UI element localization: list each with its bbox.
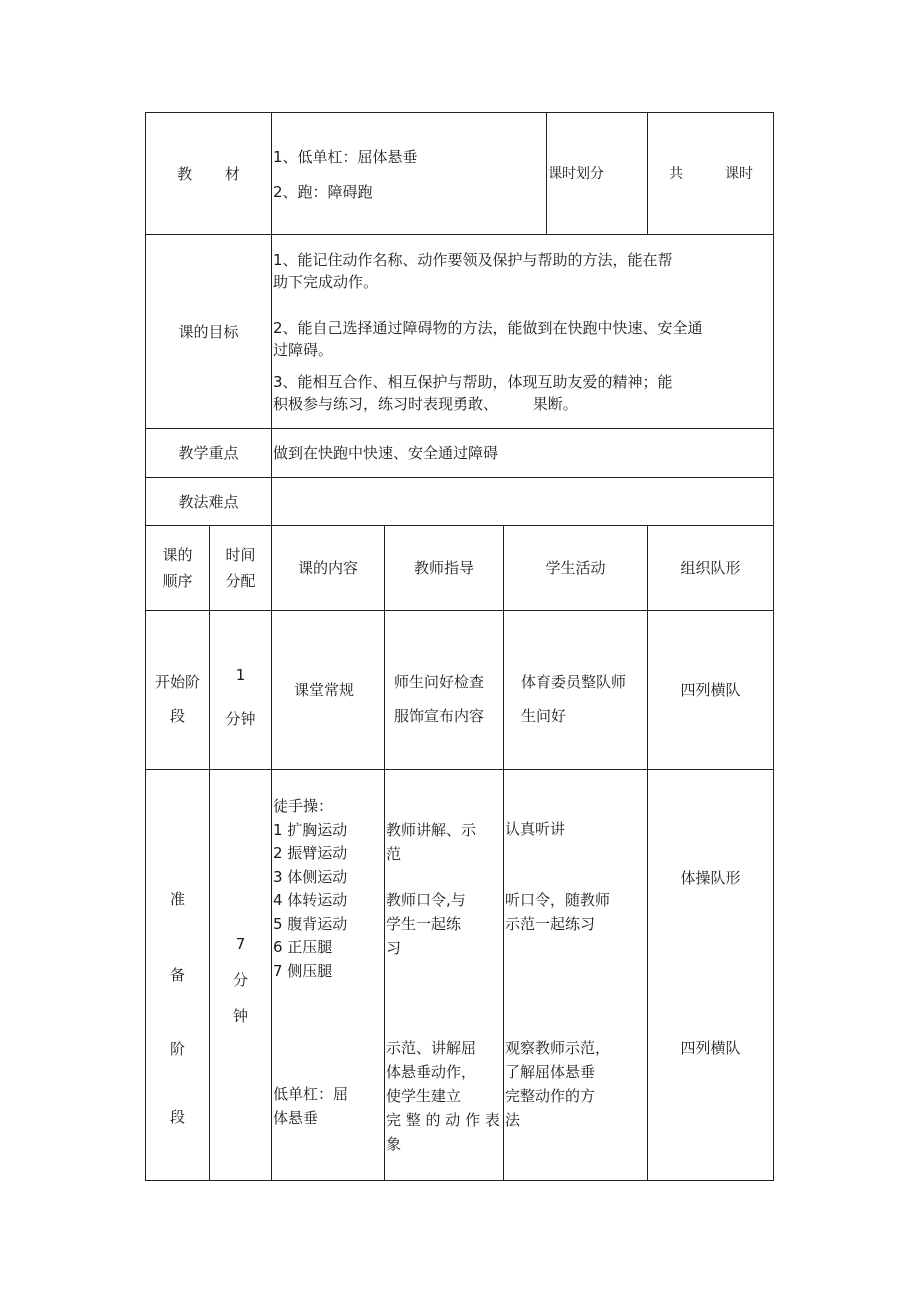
header-teacher: 教师指导 [413, 559, 474, 577]
start-stage-time: 1 分钟 [225, 666, 256, 728]
goal-1: 1、能记住动作名称、动作要领及保护与帮助的方法，能在帮 助下完成动作。 [273, 251, 673, 291]
prep-stage-name-3: 阶 [169, 1040, 185, 1058]
goal-3: 3、能相互合作、相互保护与帮助，体现互助友爱的精神；能 积极参与练习，练习时表现勇敢、 果断。 [273, 373, 673, 413]
goals-content-cell [271, 234, 774, 429]
hours-label: 课时划分 [548, 166, 604, 182]
prep-teacher-command: 教师口令,与 学生一起练 习 [386, 891, 466, 957]
start-stage-formation-cell [647, 610, 774, 770]
header-teacher-cell [384, 525, 504, 611]
hours-label-cell [546, 112, 648, 235]
prep-stage-time: 7 分 钟 [232, 935, 248, 1025]
header-time: 时间 分配 [225, 546, 256, 590]
header-order-cell [145, 525, 210, 611]
material-label: 教 材 [177, 165, 240, 183]
header-student: 学生活动 [545, 559, 606, 577]
prep-stage-name-1: 准 [169, 890, 185, 908]
prep-content-bar: 低单杠：屈 体悬垂 [273, 1085, 349, 1127]
material-item-1: 1、低单杠：屈体悬垂 [273, 148, 418, 166]
prep-student-observe: 观察教师示范， 了解屈体悬垂 完整动作的方 法 [505, 1039, 611, 1129]
prep-teacher-demo: 示范、讲解屈 体悬垂动作， 使学生建立 完 整 的 动 作 表 象 [386, 1039, 500, 1153]
goals-label-cell [145, 234, 272, 429]
header-content-cell [271, 525, 385, 611]
goal-2: 2、能自己选择通过障碍物的方法，能做到在快跑中快速、安全通 过障碍。 [273, 319, 703, 359]
prep-stage-name-4: 段 [169, 1108, 185, 1126]
header-order: 课的 顺序 [162, 546, 193, 590]
difficulty-label: 教法难点 [178, 493, 239, 511]
start-stage-student-cell [503, 610, 648, 770]
material-content-cell [271, 112, 547, 235]
prep-stage-student-cell [503, 769, 648, 1181]
start-stage-name-cell [145, 610, 210, 770]
start-stage-name: 开始阶 段 [154, 673, 200, 725]
prep-stage-formation-cell [647, 769, 774, 1181]
header-formation: 组织队形 [680, 559, 741, 577]
start-stage-content-cell [271, 610, 385, 770]
start-stage-teacher: 师生问好检查 服饰宣布内容 [394, 673, 485, 725]
key-label-cell [145, 428, 272, 478]
difficulty-label-cell [145, 477, 272, 526]
hours-total-prefix: 共 [669, 166, 683, 182]
prep-stage-content-cell [271, 769, 385, 1181]
prep-student-follow: 听口令，随教师 示范一起练习 [505, 891, 611, 933]
hours-total-suffix: 课时 [725, 166, 753, 182]
difficulty-content-cell [271, 477, 774, 526]
prep-formation-gym: 体操队形 [680, 869, 741, 887]
start-stage-formation: 四列横队 [680, 681, 741, 699]
goals-label: 课的目标 [178, 323, 239, 341]
prep-stage-time-cell [209, 769, 272, 1181]
key-content-cell [271, 428, 774, 478]
start-stage-content: 课堂常规 [293, 681, 354, 699]
prep-student-listen: 认真听讲 [505, 820, 566, 838]
prep-teacher-explain: 教师讲解、示 范 [386, 821, 477, 863]
prep-stage-teacher-cell [384, 769, 504, 1181]
header-student-cell [503, 525, 648, 611]
prep-stage-name-cell [145, 769, 210, 1181]
header-formation-cell [647, 525, 774, 611]
header-time-cell [209, 525, 272, 611]
prep-formation-rows: 四列横队 [680, 1039, 741, 1057]
header-content: 课的内容 [297, 559, 358, 577]
start-stage-teacher-cell [384, 610, 504, 770]
prep-content-calisthenics: 徒手操： 1 扩胸运动 2 振臂运动 3 体侧运动 4 体转运动 5 腹背运动 6 正压腿 7 侧压腿 [273, 797, 348, 980]
start-stage-time-cell [209, 610, 272, 770]
key-label: 教学重点 [178, 444, 239, 462]
key-content: 做到在快跑中快速、安全通过障碍 [273, 444, 499, 462]
material-item-2: 2、跑：障碍跑 [273, 183, 373, 201]
start-stage-student: 体育委员整队师 生问好 [521, 673, 627, 725]
material-label-cell [145, 112, 272, 235]
prep-stage-name-2: 备 [169, 966, 185, 984]
hours-total-cell [647, 112, 774, 235]
